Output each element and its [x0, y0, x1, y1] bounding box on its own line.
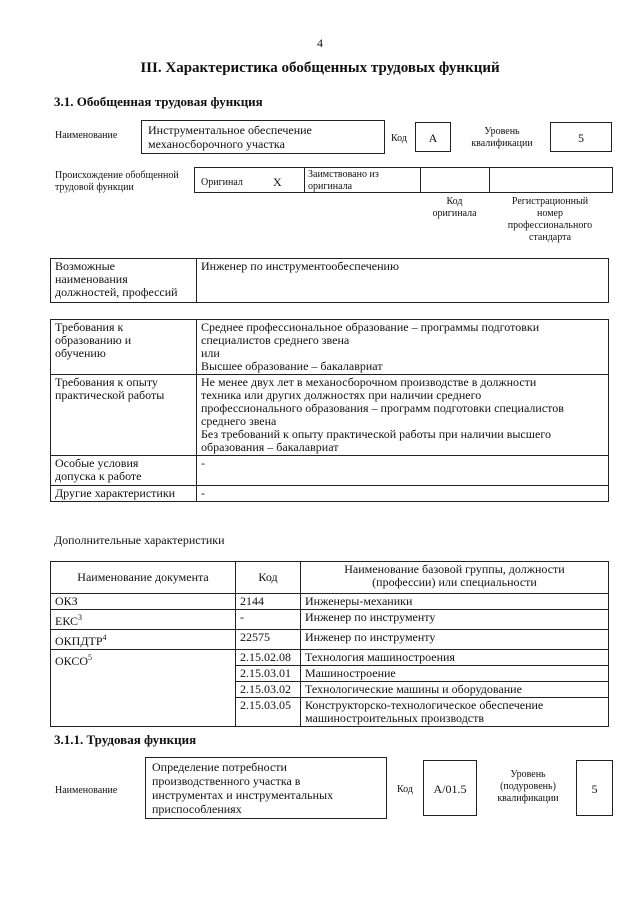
- row-name: Конструкторско-технологическое обеспечение машиностроительных производств: [301, 698, 609, 727]
- gtf-heading: 3.1. Обобщенная трудовая функция: [54, 94, 263, 109]
- tf-code-field: A/01.5: [423, 760, 477, 816]
- req-experience-value: Не менее двух лет в механосборочном производстве в должности техника или других должностях при наличии среднего профессионального образования – программ подготовки специалистов среднего звена Без требований к опыту практической работы при наличии высшего образования – бакалавриат: [197, 375, 609, 456]
- gtf-origin-label: Происхождение обобщенной трудовой функции: [55, 170, 179, 193]
- gtf-borrowed-label: Заимствовано из оригинала: [308, 169, 379, 192]
- row-code: 2.15.03.01: [236, 666, 301, 682]
- positions-label: Возможные наименования должностей, профессий: [51, 259, 197, 303]
- gtf-code-label: Код: [391, 133, 407, 144]
- row-name: Инженер по инструменту: [301, 630, 609, 650]
- col-doc-header: Наименование документа: [51, 562, 236, 594]
- req-other-value: -: [197, 486, 609, 502]
- table-row: [51, 594, 609, 610]
- gtf-original-label: Оригинал: [201, 177, 243, 188]
- req-other-label: Другие характеристики: [51, 486, 197, 502]
- requirements-table: [50, 319, 609, 502]
- tf-level-field: 5: [576, 760, 613, 816]
- footnote-mark: 4: [102, 633, 107, 642]
- row-name: Инженеры-механики: [301, 594, 609, 610]
- gtf-name-label: Наименование: [55, 130, 118, 141]
- req-education-label: Требования к образованию и обучению: [51, 320, 197, 375]
- row-code: 2.15.02.08: [236, 650, 301, 666]
- row-doc: ОКСО: [55, 654, 89, 668]
- row-code: 2.15.03.02: [236, 682, 301, 698]
- additional-table: [50, 561, 609, 727]
- row-doc: ОКЗ: [55, 594, 78, 608]
- req-experience-label: Требования к опыту практической работы: [51, 375, 197, 456]
- gtf-origin-table: [194, 167, 613, 193]
- req-conditions-value: -: [197, 456, 609, 486]
- col-name-header: Наименование базовой группы, должности (профессии) или специальности: [301, 562, 609, 594]
- req-education-value: Среднее профессиональное образование – программы подготовки специалистов среднего звена или Высшее образование – бакалавриат: [197, 320, 609, 375]
- gtf-level-label: Уровень квалификации: [471, 126, 533, 149]
- row-name: Машиностроение: [301, 666, 609, 682]
- row-doc: ЕКС: [55, 614, 79, 628]
- gtf-level-field: 5: [550, 122, 612, 152]
- gtf-code-original-label: Код оригинала: [432, 196, 477, 219]
- row-code: 2144: [236, 594, 301, 610]
- row-name: Технологические машины и оборудование: [301, 682, 609, 698]
- tf-level-label: Уровень (подуровень) квалификации: [497, 769, 559, 804]
- row-code: -: [236, 610, 301, 630]
- table-row: [51, 610, 609, 630]
- table-row: [51, 650, 609, 666]
- positions-value: Инженер по инструментообеспечению: [197, 259, 609, 303]
- row-code: 22575: [236, 630, 301, 650]
- col-code-header: Код: [236, 562, 301, 594]
- section-title: III. Характеристика обобщенных трудовых функций: [140, 60, 500, 76]
- row-code: 2.15.03.05: [236, 698, 301, 727]
- gtf-name-field: Инструментальное обеспечение механосборочного участка: [141, 120, 385, 154]
- additional-heading: Дополнительные характеристики: [54, 533, 225, 547]
- row-name: Технология машиностроения: [301, 650, 609, 666]
- tf-code-label: Код: [397, 784, 413, 795]
- positions-table: [50, 258, 609, 303]
- footnote-mark: 5: [88, 653, 93, 662]
- gtf-original-mark: X: [273, 175, 282, 189]
- page-number: 4: [317, 36, 323, 50]
- gtf-code-field: A: [415, 122, 451, 152]
- row-doc: ОКПДТР: [55, 634, 103, 648]
- footnote-mark: 3: [78, 613, 83, 622]
- tf-name-field: Определение потребности производственного участка в инструментах и инструментальных приспособлениях: [145, 757, 387, 819]
- gtf-reg-number-label: Регистрационный номер профессионального стандарта: [507, 196, 593, 243]
- tf-heading: 3.1.1. Трудовая функция: [54, 732, 197, 747]
- tf-name-label: Наименование: [55, 785, 118, 796]
- req-conditions-label: Особые условия допуска к работе: [51, 456, 197, 486]
- table-row: [51, 630, 609, 650]
- row-name: Инженер по инструменту: [301, 610, 609, 630]
